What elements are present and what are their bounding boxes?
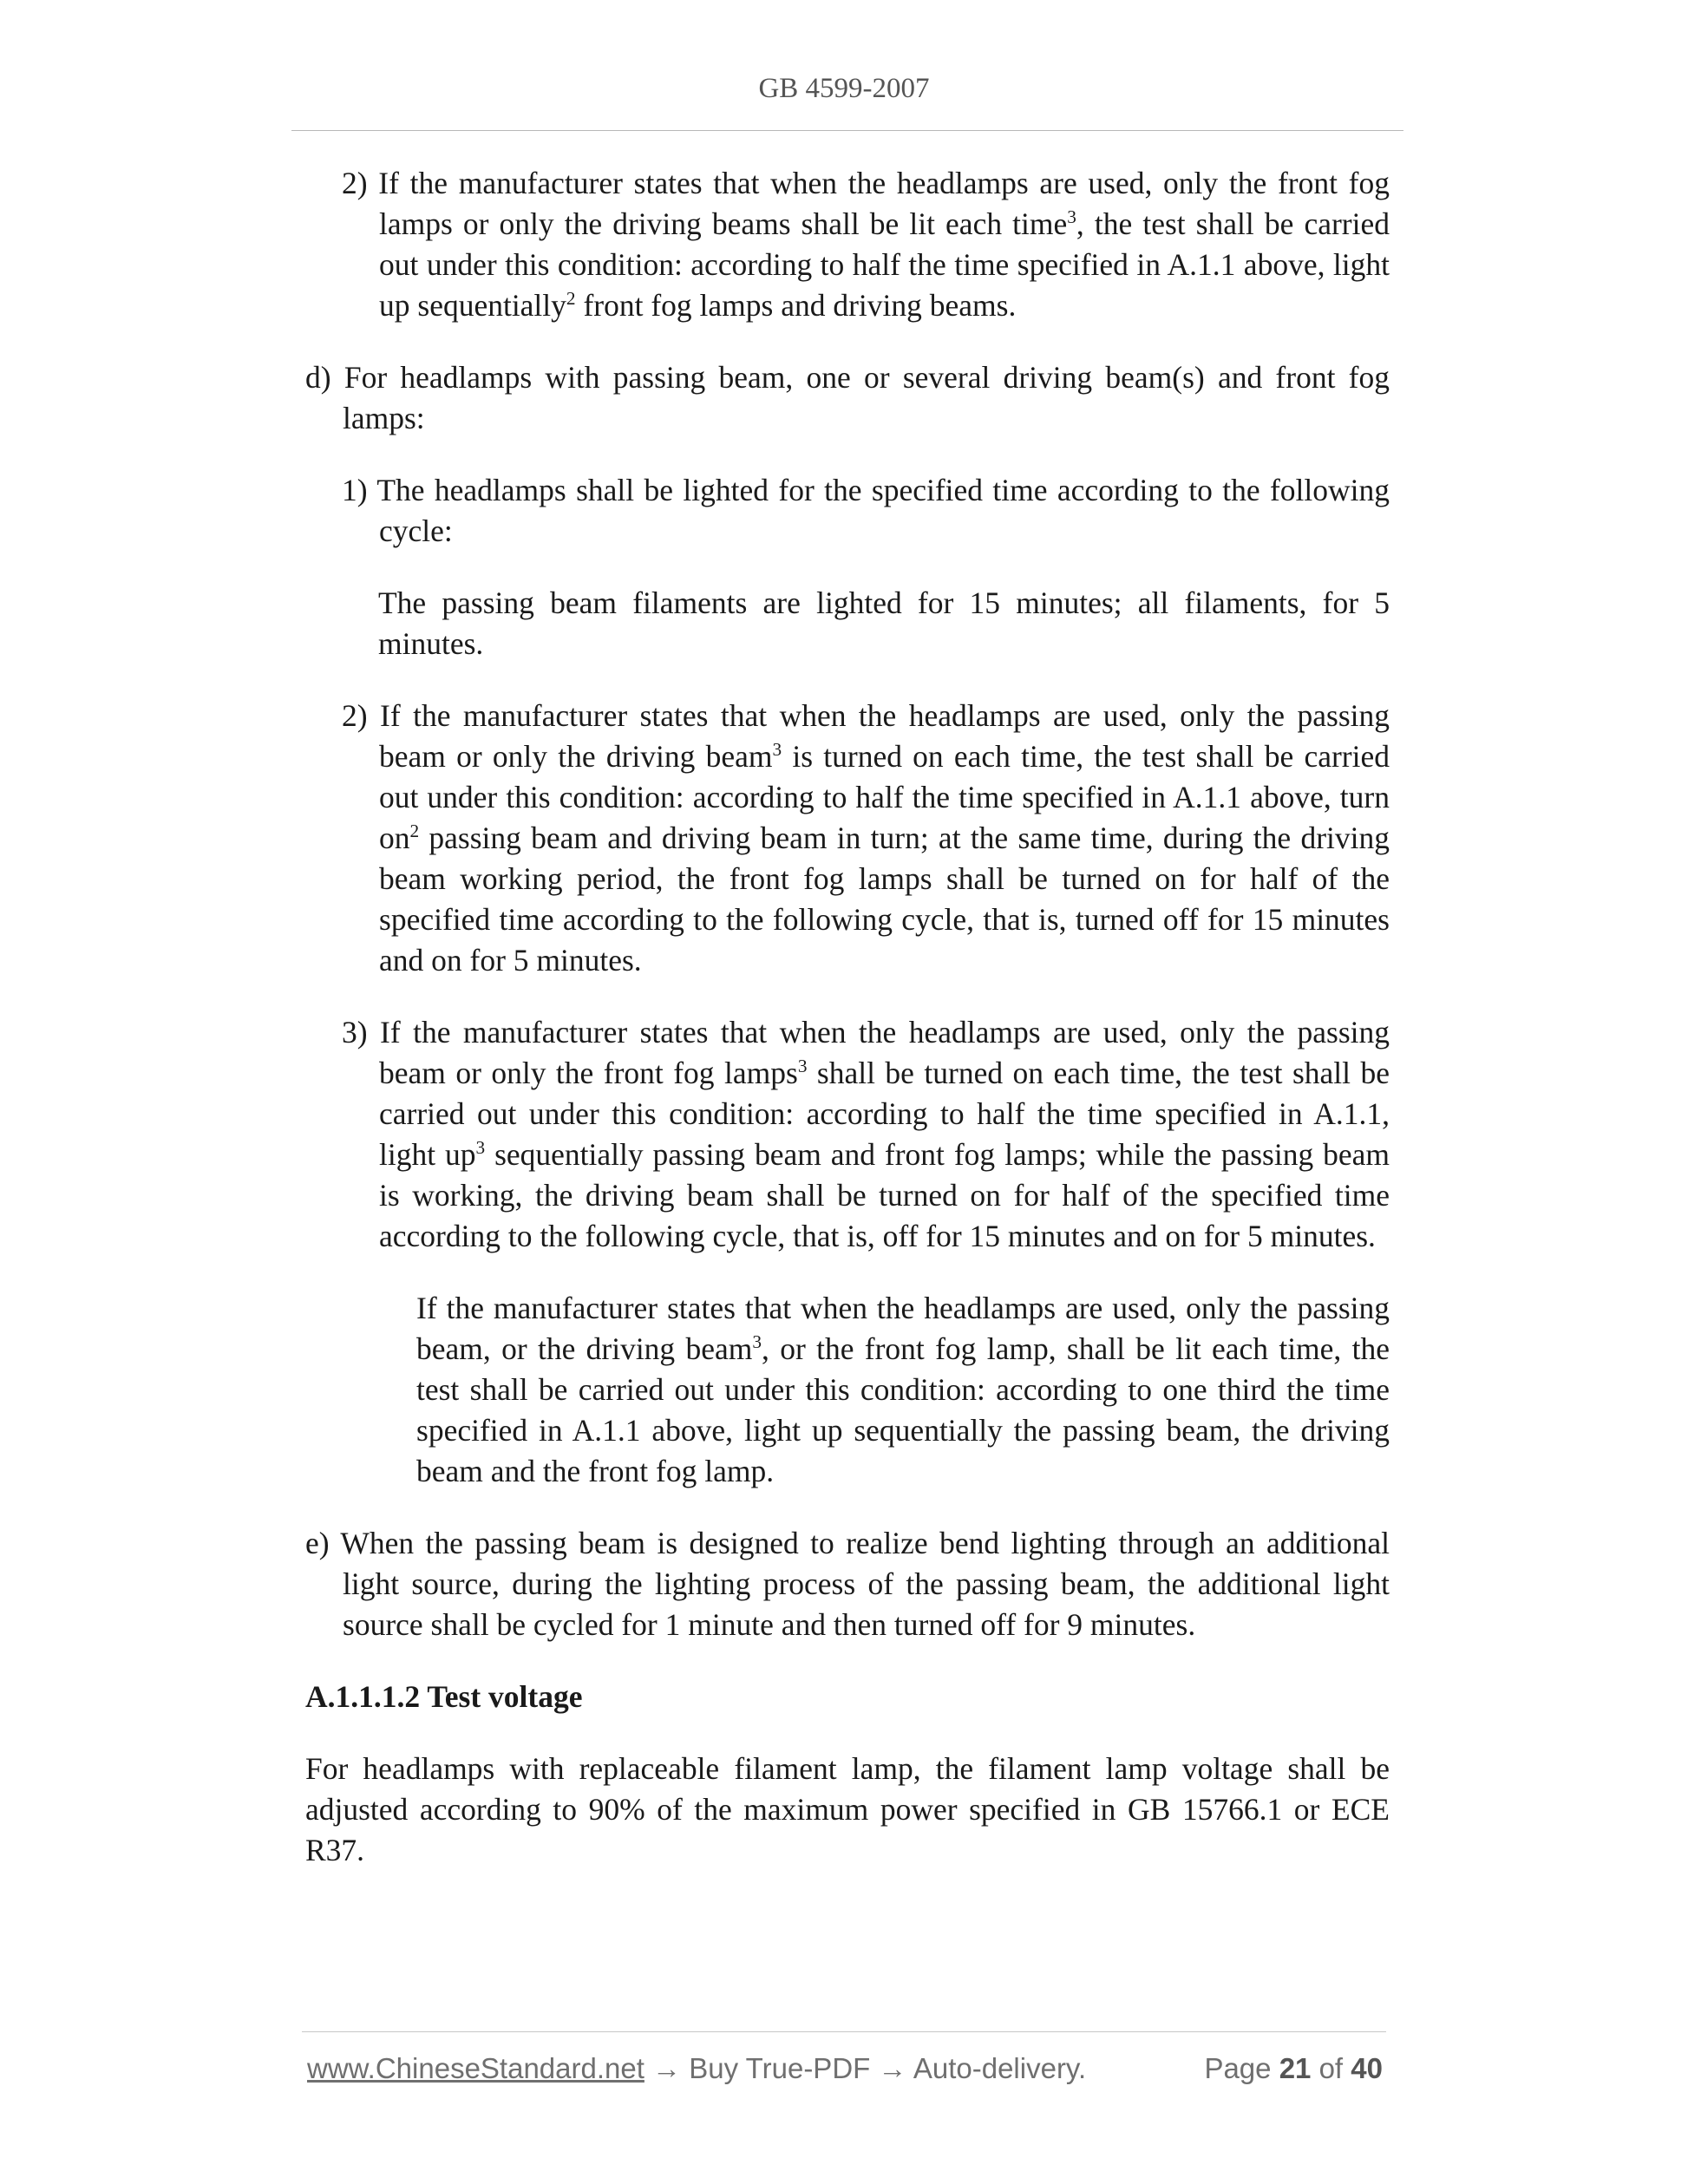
section-heading: A.1.1.1.2 Test voltage xyxy=(305,1679,583,1714)
item-e-letter: e) xyxy=(305,1526,330,1560)
auto-delivery-label: Auto-delivery. xyxy=(913,2052,1087,2084)
footer-divider xyxy=(302,2031,1386,2032)
footnote-ref: 3 xyxy=(475,1137,486,1159)
document-code: GB 4599-2007 xyxy=(758,73,930,104)
footer-promo xyxy=(307,2052,1086,2085)
footnote-ref: 3 xyxy=(752,1331,762,1353)
page-indicator: Page 21 of 40 xyxy=(1204,2052,1383,2084)
item-d3-alternative: If the manufacturer states that when the headlamps are used, only the passing beam, or the driving beam$^3$, or the front fog lamp, shall be lit each time, the test shall be carried out under this condition: according to one third the time specified in A.1.1 above, light up sequentially the passing beam, the driving beam and the front fog lamp. xyxy=(416,1291,1390,1488)
item-d: d) For headlamps with passing beam, one or several driving beam(s) and front fog lamps: xyxy=(305,360,1390,435)
item-d-letter: d) xyxy=(305,360,331,395)
item-d2-number: 2) xyxy=(342,698,368,733)
item-c2: 2) If the manufacturer states that when the headlamps are used, only the front fog lamps or only the driving beams shall be lit each time$^3$, the test shall be carried out under this condition: according to half the time specified in A.1.1 above, light up sequentially$^2$ front fog lamps and driving beams. xyxy=(342,166,1390,323)
item-d1-cycle: The passing beam filaments are lighted for 15 minutes; all filaments, for 5 minutes. xyxy=(378,585,1390,661)
buy-pdf-label: Buy True-PDF xyxy=(689,2052,871,2084)
item-d1-number: 1) xyxy=(342,473,368,507)
total-page-count: 40 xyxy=(1351,2052,1383,2084)
footnote-ref: 2 xyxy=(566,288,576,310)
page-header xyxy=(0,73,1688,105)
footnote-ref: 3 xyxy=(1067,206,1076,228)
arrow-right-icon: → xyxy=(870,2052,913,2084)
footnote-ref: 3 xyxy=(797,1056,808,1077)
website-link[interactable]: www.ChineseStandard.net xyxy=(307,2052,644,2084)
current-page-number: 21 xyxy=(1279,2052,1312,2084)
arrow-right-icon: → xyxy=(644,2052,690,2084)
item-d1: 1) The headlamps shall be lighted for the specified time according to the following cycle: xyxy=(342,473,1390,548)
section-paragraph: For headlamps with replaceable filament lamp, the filament lamp voltage shall be adjusted according to 90% of the maximum power specified in GB 15766.1 or ECE R37. xyxy=(305,1751,1390,1867)
item-e: e) When the passing beam is designed to realize bend lighting through an additional light source, during the lighting process of the passing beam, the additional light source shall be cycled for 1 minute and then turned off for 9 minutes. xyxy=(305,1526,1390,1642)
item-c2-number: 2) xyxy=(342,166,368,200)
item-d3-number: 3) xyxy=(342,1015,368,1049)
item-d2: 2) If the manufacturer states that when the headlamps are used, only the passing beam or only the driving beam$^3$ is turned on each time, the test shall be carried out under this condition: according to half the time specified in A.1.1 above, turn $on^2$ passing beam and driving beam in turn; at the same time, during the driving beam working period, the front fog lamps shall be turned on for half of the specified time according to the following cycle, that is, turned off for 15 minutes and on for 5 minutes. xyxy=(342,698,1390,978)
header-divider xyxy=(291,130,1403,131)
document-body xyxy=(305,163,1390,1902)
item-d3: 3) If the manufacturer states that when the headlamps are used, only the passing beam or only the front fog lamps$^3$ shall be turned on each time, the test shall be carried out under this condition: according to half the time specified in A.1.1, light $up^3$ sequentially passing beam and front fog lamps; while the passing beam is working, the driving beam shall be turned on for half of the specified time according to the following cycle, that is, off for 15 minutes and on for 5 minutes. xyxy=(342,1015,1390,1253)
page-footer xyxy=(307,2052,1383,2090)
footnote-ref: 2 xyxy=(409,821,420,842)
footnote-ref: 3 xyxy=(772,739,782,761)
